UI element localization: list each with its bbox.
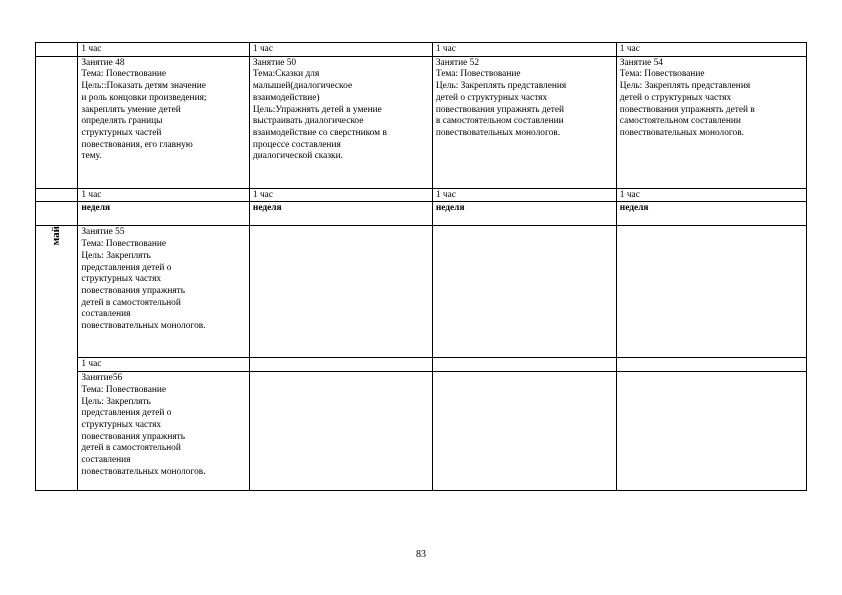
lesson-55-row xyxy=(36,226,807,358)
hour-cell: 1 час xyxy=(78,358,250,372)
empty-cell xyxy=(249,358,432,372)
hour-cell: 1 час xyxy=(432,43,616,57)
hours-row-top xyxy=(36,43,807,57)
hours-row-bottom xyxy=(36,188,807,202)
week-cell: неделя xyxy=(249,202,432,226)
month-cell-may xyxy=(36,226,78,491)
lesson-55-text: Занятие 55 Тема: Повествование Цель: Закреплять представления детей о структурных частях повествования упражнять детей в самостоятельной составления повествовательных монологов. xyxy=(81,227,206,332)
month-cell-mid xyxy=(36,56,78,188)
week-row xyxy=(36,202,807,226)
empty-cell xyxy=(616,226,806,358)
empty-cell xyxy=(432,372,616,491)
hour-cell: 1 час xyxy=(249,43,432,57)
week-cell: неделя xyxy=(78,202,250,226)
empty-cell xyxy=(616,358,806,372)
month-cell-top xyxy=(36,43,78,57)
empty-cell xyxy=(432,226,616,358)
lesson-48-cell: Занятие 48 Тема: Повествование Цель::Показать детям значение и роль концовки произведения; закреплять умение детей определять границы структурных частей повествования, его главную тему. xyxy=(78,56,250,188)
lesson-56-row xyxy=(36,372,807,491)
hour-cell: 1 час xyxy=(432,188,616,202)
lesson-50-cell: Занятие 50 Тема:Сказки для малышей(диалогическое взаимодействие) Цель:Упражнять детей в умение выстраивать диалогическое взаимодействие со сверстником в процессе составления диалогической сказки. xyxy=(249,56,432,188)
lesson-55-cell xyxy=(78,226,250,358)
page-number: 83 xyxy=(416,549,426,560)
week-label-spacer xyxy=(36,202,78,226)
hour-cell: 1 час xyxy=(78,43,250,57)
empty-cell xyxy=(432,358,616,372)
lesson-52-cell: Занятие 52 Тема: Повествование Цель: Закреплять представления детей о структурных частях повествования упражнять детей в самостоятельном составлении повествовательных монологов. xyxy=(432,56,616,188)
hours-row-may xyxy=(36,358,807,372)
hour-cell: 1 час xyxy=(616,188,806,202)
lesson-56-text: Занятие56 Тема: Повествование Цель: Закреплять представления детей о структурных частях повествования упражнять детей в самостоятельной составления повествовательных монологов. xyxy=(81,373,206,477)
schedule-table xyxy=(35,42,807,491)
empty-cell xyxy=(249,372,432,491)
lessons-row xyxy=(36,56,807,188)
hour-cell: 1 час xyxy=(78,188,250,202)
hour-cell: 1 час xyxy=(249,188,432,202)
empty-cell xyxy=(249,226,432,358)
week-cell: неделя xyxy=(616,202,806,226)
lesson-56-cell xyxy=(78,372,250,491)
month-cell-bottom xyxy=(36,188,78,202)
lesson-54-cell: Занятие 54 Тема: Повествование Цель: Закреплять представления детей о структурных частях повествования упражнять детей в самостоятельном составлении повествовательных монологов. xyxy=(616,56,806,188)
month-label: май xyxy=(50,226,62,246)
week-cell: неделя xyxy=(432,202,616,226)
hour-cell: 1 час xyxy=(616,43,806,57)
empty-cell xyxy=(616,372,806,491)
